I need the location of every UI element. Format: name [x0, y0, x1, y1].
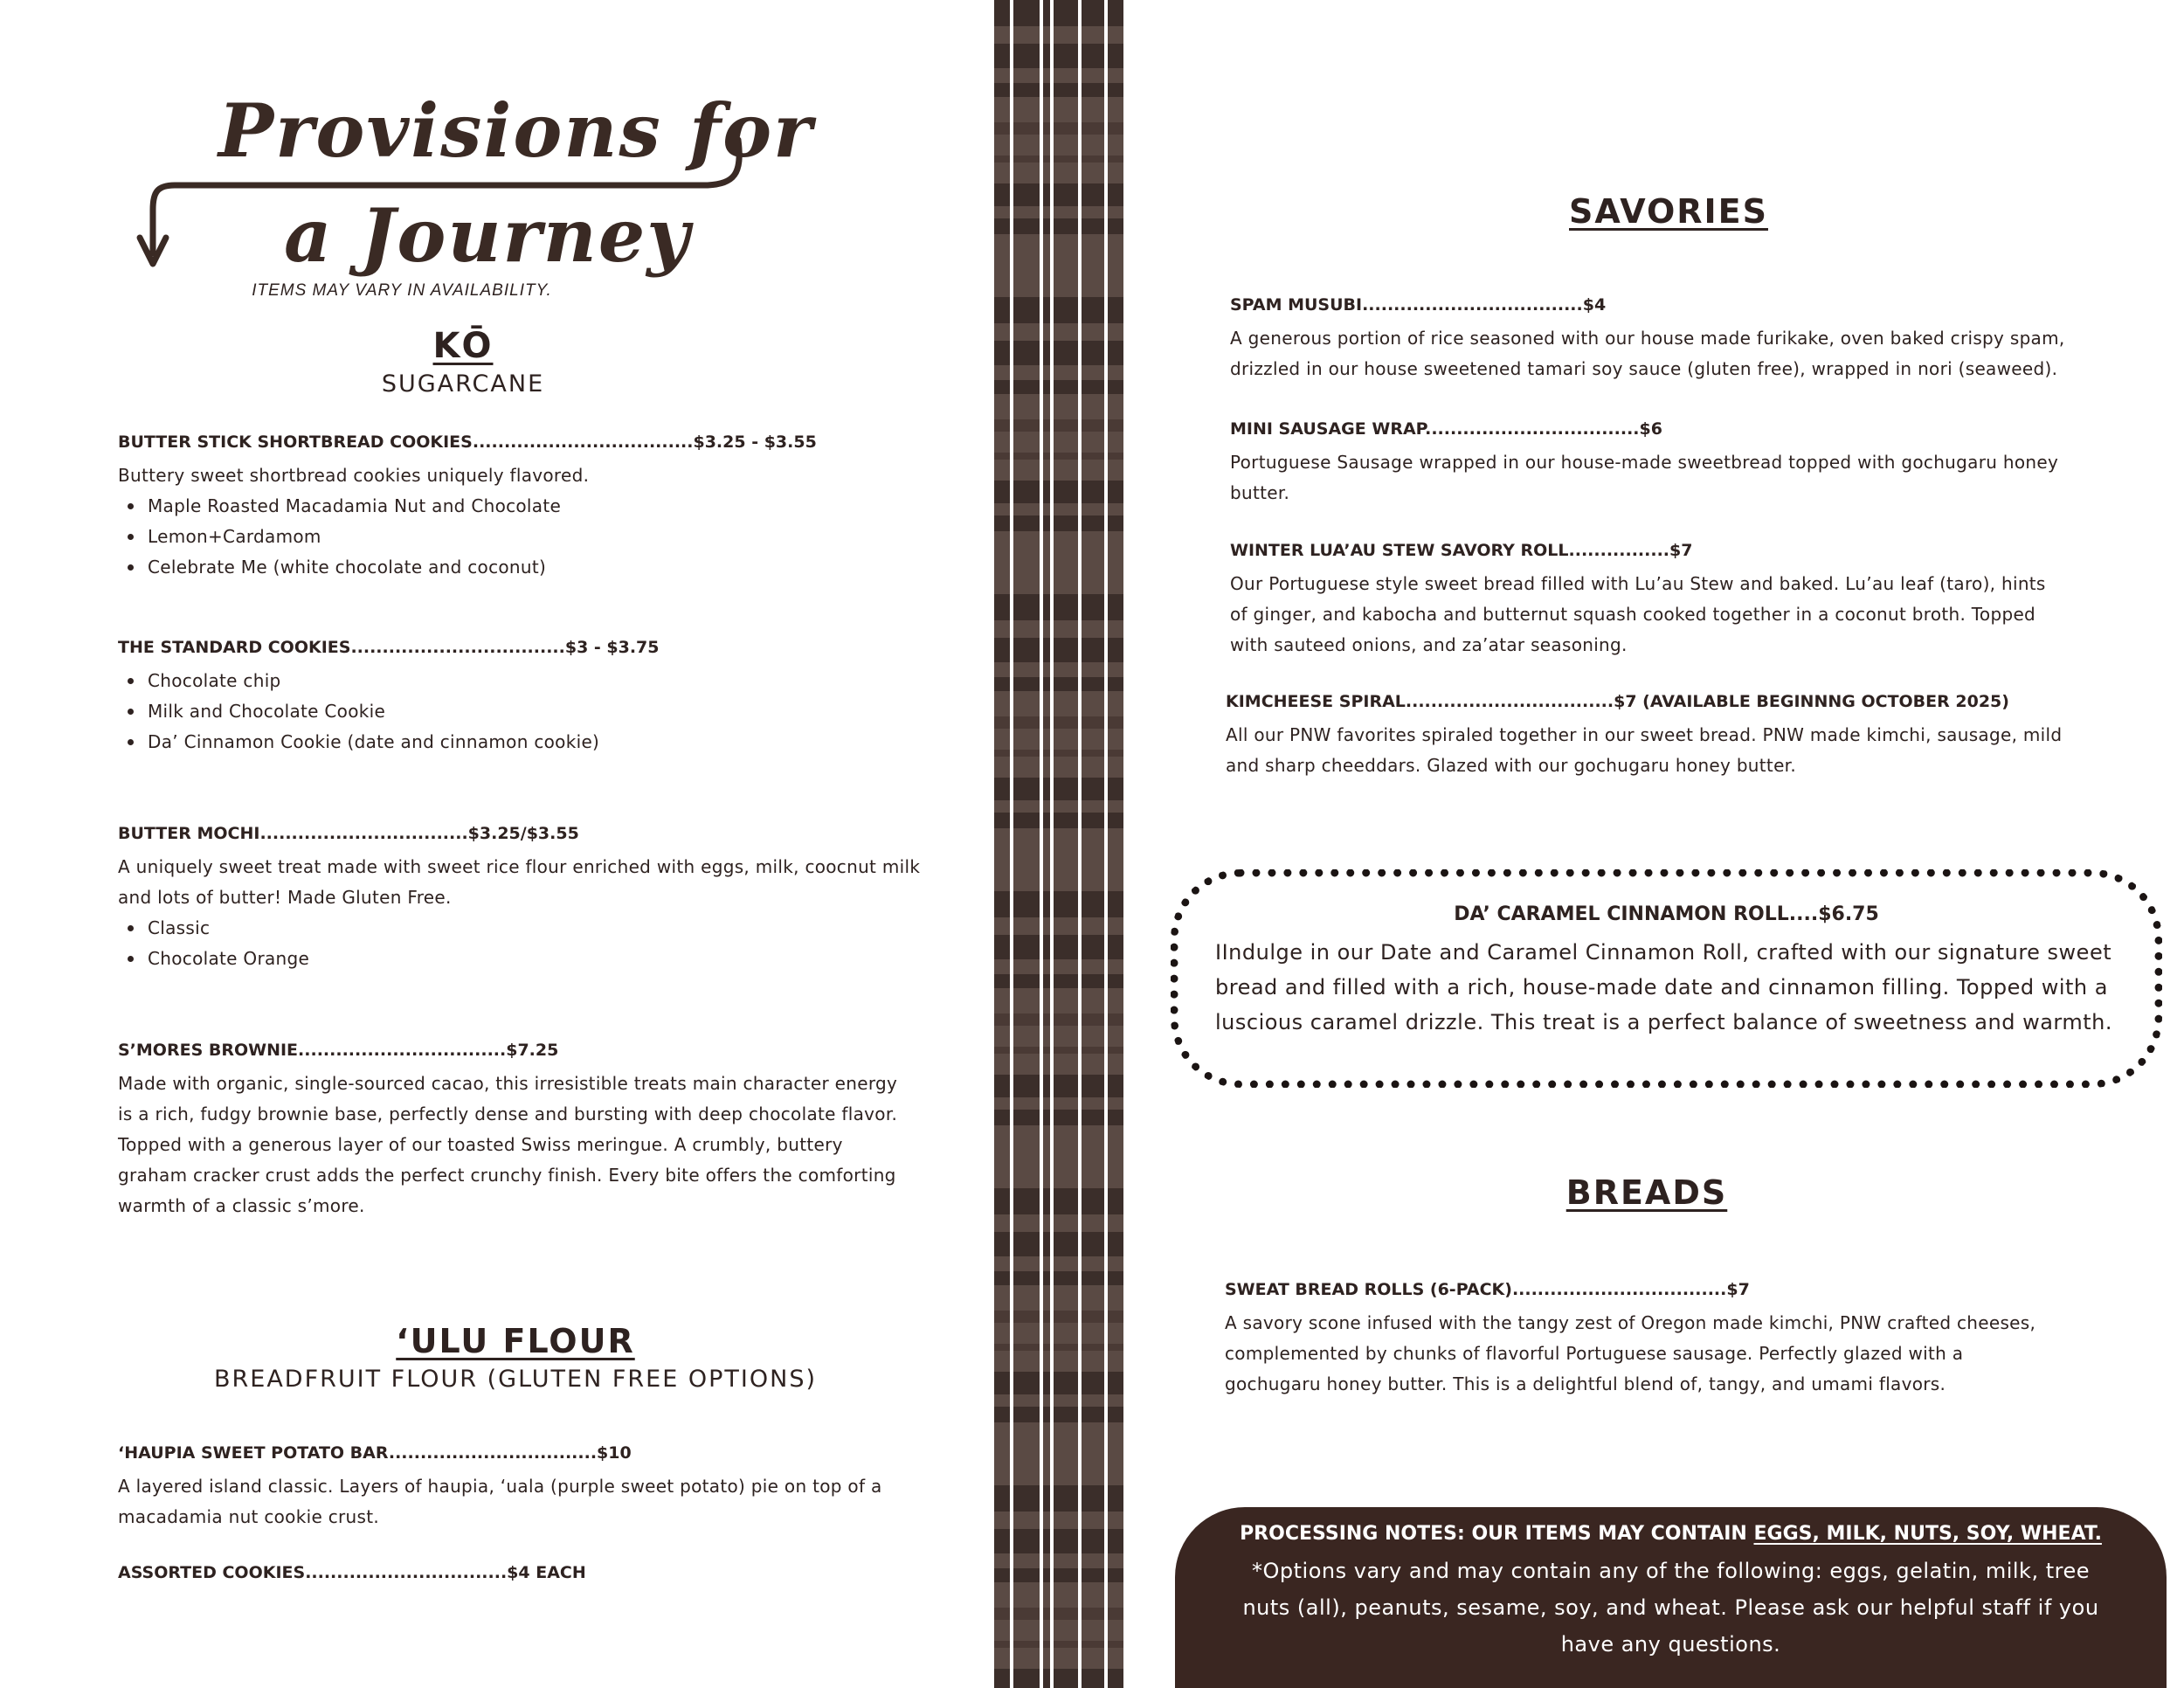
item-price: $10: [597, 1443, 632, 1463]
item-leader: .................................: [388, 1443, 598, 1463]
item-leader: .................................: [1405, 692, 1614, 711]
item-price: $4: [1582, 295, 1607, 315]
item-price: $7: [1726, 1280, 1750, 1299]
processing-notes-panel: [1175, 1507, 2167, 1688]
section-subtitle-breadfruit: BREADFRUIT FLOUR (GLUTEN FREE OPTIONS): [213, 1366, 817, 1393]
menu-title-block: [131, 79, 814, 315]
item-price: $7: [1669, 541, 1693, 560]
item-name: MINI SAUSAGE WRAP: [1230, 419, 1426, 439]
featured-item-heading: [1178, 903, 2154, 925]
item-name: ‘HAUPIA SWEET POTATO BAR: [118, 1443, 389, 1463]
item-description: A layered island classic. Layers of haupia, ‘uala (purple sweet potato) pie on top of a macadamia nut cookie crust.: [118, 1476, 882, 1527]
title-line-2: a Journey: [284, 192, 692, 279]
item-heading: [118, 636, 922, 659]
section-title-ko: KŌ: [432, 326, 494, 366]
item-name: WINTER LUA’AU STEW SAVORY ROLL: [1230, 541, 1569, 560]
notes-heading: [1227, 1516, 2114, 1553]
item-leader: ..................................: [1511, 1280, 1727, 1299]
notes-allergens: EGGS, MILK, NUTS, SOY, WHEAT.: [1753, 1523, 2102, 1545]
list-item: Chocolate Orange: [118, 944, 922, 974]
menu-item-kimcheese-spiral: [1226, 690, 2099, 781]
menu-item-butter-mochi: [118, 822, 922, 974]
item-description: A savory scone infused with the tangy zest of Oregon made kimchi, PNW crafted cheeses, complemented by chunks of flavorful Portuguese sausage. Perfectly glazed with a gochugaru honey butter. This is a delightful blend of, tangy, and umami flavors.: [1225, 1312, 2036, 1394]
item-name: THE STANDARD COOKIES: [118, 638, 351, 657]
item-name: KIMCHEESE SPIRAL: [1226, 692, 1406, 711]
list-item: Classic: [118, 913, 922, 944]
notes-lead: PROCESSING NOTES: OUR ITEMS MAY CONTAIN: [1240, 1523, 1754, 1545]
featured-item-description: IIndulge in our Date and Caramel Cinnamon Roll, crafted with our signature sweet bread and filled with a rich, house-made date and cinnamon filling. Topped with a luscious caramel drizzle. This treat is a perfect balance of sweetness and warmth.: [1215, 940, 2112, 1034]
item-price: $7 (AVAILABLE BEGINNNG OCTOBER 2025): [1614, 692, 2009, 711]
menu-item-sweat-bread-rolls: [1225, 1278, 2063, 1400]
item-heading: [118, 1561, 922, 1584]
menu-item-smores-brownie: [118, 1039, 913, 1221]
menu-item-standard-cookies: [118, 636, 922, 758]
menu-item-mini-sausage-wrap: [1230, 418, 2069, 508]
section-title-ulu-flour: ‘ULU FLOUR: [396, 1322, 635, 1360]
item-heading: [1226, 690, 2099, 713]
item-name: BUTTER STICK SHORTBREAD COOKIES: [118, 432, 473, 452]
item-price: $4 EACH: [507, 1563, 586, 1582]
item-leader: ...................................: [472, 432, 694, 452]
item-name: DA’ CARAMEL CINNAMON ROLL: [1454, 903, 1789, 925]
list-item: Celebrate Me (white chocolate and coconut): [118, 552, 922, 583]
item-name: SWEAT BREAD ROLLS (6-PACK): [1225, 1280, 1512, 1299]
plaid-divider: [994, 0, 1123, 1688]
item-leader: .................................: [259, 824, 468, 843]
item-heading: [118, 822, 922, 845]
item-description: All our PNW favorites spiraled together in our sweet bread. PNW made kimchi, sausage, mild and sharp cheeddars. Glazed with our gochugaru honey butter.: [1226, 724, 2063, 776]
item-options: [118, 491, 922, 583]
availability-note: ITEMS MAY VARY IN AVAILABILITY.: [252, 281, 552, 300]
item-heading: [1225, 1278, 2063, 1301]
item-name: S’MORES BROWNIE: [118, 1041, 299, 1060]
menu-item-shortbread: [118, 431, 922, 583]
featured-item-box: [1171, 869, 2162, 1088]
list-item: Chocolate chip: [118, 666, 922, 696]
item-leader: ..................................: [1425, 419, 1640, 439]
item-heading: [1230, 418, 2069, 440]
item-leader: ................: [1568, 541, 1669, 560]
item-heading: [118, 1442, 922, 1464]
item-description: Our Portuguese style sweet bread filled with Lu’au Stew and baked. Lu’au leaf (taro), hints of ginger, and kabocha and butternut squash cooked together in a coconut broth. Topped with sauteed onions, and za’atar seasoning.: [1230, 573, 2046, 655]
item-heading: [1230, 539, 2069, 562]
item-options: [118, 913, 922, 974]
menu-item-haupia-bar: [118, 1442, 922, 1532]
list-item: Milk and Chocolate Cookie: [118, 696, 922, 727]
section-title-breads: BREADS: [1565, 1173, 1728, 1212]
item-price: $3.25/$3.55: [467, 824, 579, 843]
menu-item-assorted-cookies: [118, 1561, 922, 1591]
menu-item-spam-musubi: [1230, 294, 2104, 384]
item-name: SPAM MUSUBI: [1230, 295, 1363, 315]
item-heading: [1230, 294, 2104, 316]
item-heading: [118, 1039, 913, 1062]
list-item: Da’ Cinnamon Cookie (date and cinnamon cookie): [118, 727, 922, 758]
item-leader: ....: [1788, 903, 1819, 925]
list-item: Maple Roasted Macadamia Nut and Chocolate: [118, 491, 922, 522]
item-leader: ..................................: [350, 638, 565, 657]
item-leader: ................................: [305, 1563, 508, 1582]
item-description: A uniquely sweet treat made with sweet rice flour enriched with eggs, milk, coocnut milk and lots of butter! Made Gluten Free.: [118, 856, 921, 908]
item-description: Buttery sweet shortbread cookies uniquely flavored.: [118, 465, 590, 486]
item-description: Made with organic, single-sourced cacao, this irresistible treats main character energy is a rich, fudgy brownie base, perfectly dense and bursting with deep chocolate flavor. Topped with a generous layer of our toasted Swiss meringue. A crumbly, buttery graham cracker crust adds the perfect crunchy finish. Every bite offers the comforting warmth of a classic s’more.: [118, 1073, 898, 1216]
item-leader: .................................: [298, 1041, 507, 1060]
item-price: $3 - $3.75: [564, 638, 660, 657]
item-options: [118, 666, 922, 758]
item-heading: [118, 431, 922, 453]
title-line-1: Provisions for: [218, 87, 814, 174]
item-price: $3.25 - $3.55: [693, 432, 817, 452]
item-leader: ...................................: [1362, 295, 1583, 315]
list-item: Lemon+Cardamom: [118, 522, 922, 552]
menu-item-luau-stew-roll: [1230, 539, 2069, 661]
item-description: A generous portion of rice seasoned with our house made furikake, oven baked crispy spam, drizzled in our house sweetened tamari soy sauce (gluten free), wrapped in nori (seaweed).: [1230, 328, 2065, 379]
item-price: $7.25: [506, 1041, 559, 1060]
item-name: ASSORTED COOKIES: [118, 1563, 306, 1582]
item-price: $6.75: [1818, 903, 1879, 925]
item-description: Portuguese Sausage wrapped in our house-made sweetbread topped with gochugaru honey butter.: [1230, 452, 2059, 503]
section-subtitle-sugarcane: SUGARCANE: [381, 370, 545, 398]
item-name: BUTTER MOCHI: [118, 824, 260, 843]
section-title-savories: SAVORIES: [1569, 192, 1768, 231]
notes-body: *Options vary and may contain any of the following: eggs, gelatin, milk, tree nuts (all), peanuts, sesame, soy, and wheat. Please ask our helpful staff if you have any questions.: [1242, 1559, 2099, 1657]
item-price: $6: [1639, 419, 1662, 439]
